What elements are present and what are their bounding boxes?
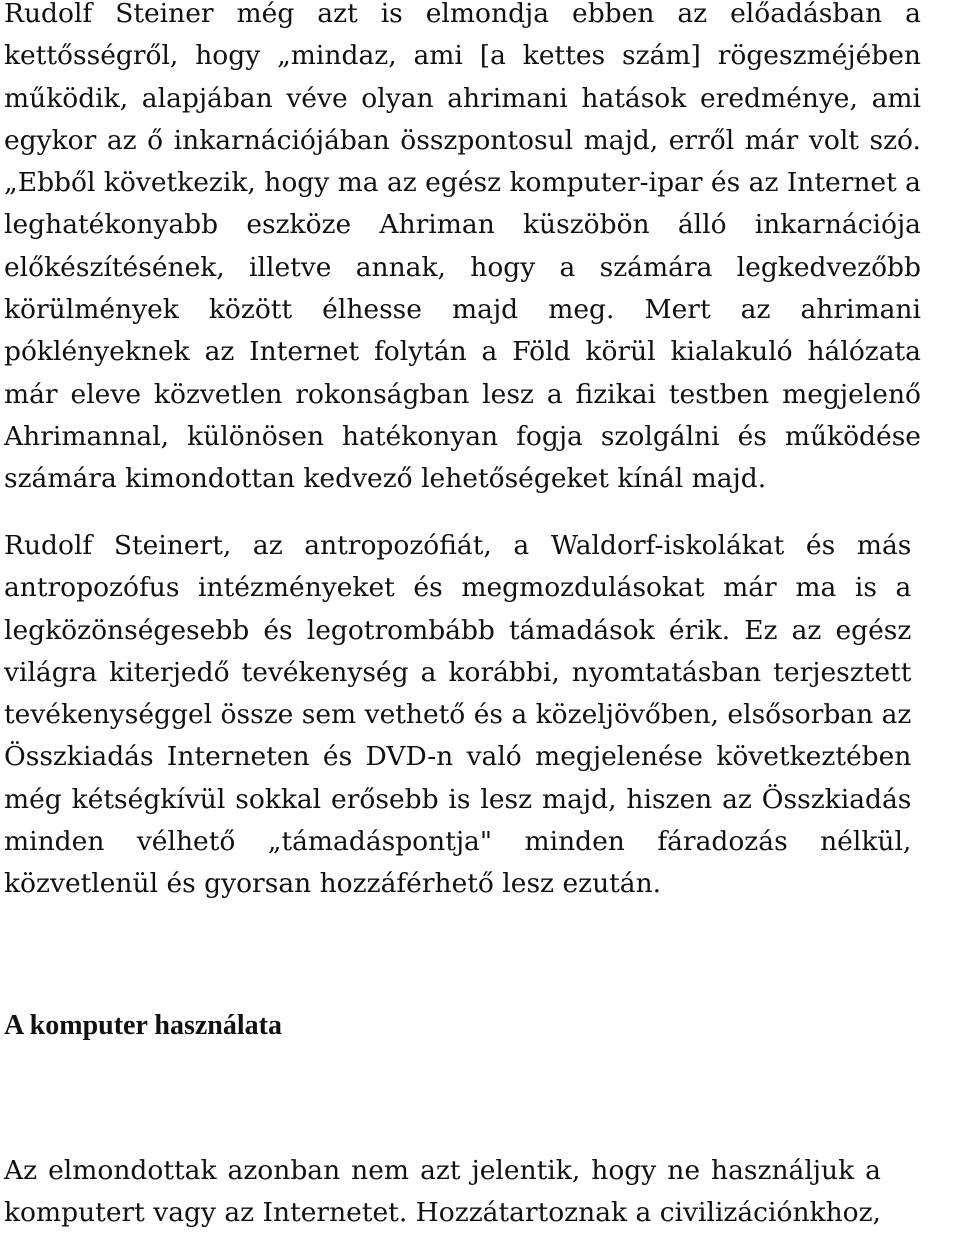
paragraph-steiner-duality [4,0,921,501]
text-line: Rudolf Steinert, az antropozófiát, a Waldorf-iskolákat és más [4,530,912,561]
text-line: működik, alapjában véve olyan ahrimani hatások eredménye, ami [4,82,921,114]
text-line: közvetlenül és gyorsan hozzáférhető lesz ezután. [4,868,662,900]
section-heading: A komputer használata [4,1010,282,1041]
text-line: Ahrimannal, különösen hatékonyan fogja szolgálni és működése [4,420,921,452]
text-line: kettősségről, hogy „mindaz, ami [a kettes szám] rögeszméjében [4,40,921,72]
text-line: póklényeknek az Internet folytán a Föld körül kialakuló hálózata [4,336,921,368]
text-line: még kétségkívül sokkal erősebb is lesz majd, hiszen az Összkiadás [4,783,912,815]
text-line: tevékenységgel össze sem vethető és a közeljövőben, elsősorban az [4,699,912,731]
text-line: Rudolf Steiner még azt is elmondja ebben az előadásban a [4,0,921,29]
text-line: leghatékonyabb eszköze Ahriman küszöbön álló inkarnációja [4,209,921,241]
text-line: antropozófus intézményeket és megmozdulásokat már ma is a [4,572,912,604]
text-line: világra kiterjedő tevékenység a korábbi, nyomtatásban terjesztett [4,656,912,688]
text-line: körülmények között élhesse majd meg. Mert az ahrimani [4,294,921,326]
text-line: már eleve közvetlen rokonságban lesz a fizikai testben megjelenő [4,378,921,410]
text-line: számára kimondottan kedvező lehetőségeket kínál majd. [4,463,767,495]
paragraph-computer-use [4,1150,881,1235]
text-line: előkészítésének, illetve annak, hogy a számára legkedvezőbb [4,251,921,283]
text-line: egykor az ő inkarnációjában összpontosul majd, erről már volt szó. [4,124,921,156]
paragraph-attacks [4,525,911,906]
text-line: Az elmondottak azonban nem azt jelentik, hogy ne használjuk a [4,1155,881,1186]
text-line: minden vélhető „támadáspontja" minden fáradozás nélkül, [4,826,912,858]
text-line: „Ebből következik, hogy ma az egész komputer-ipar és az Internet a [4,167,921,199]
text-line: Összkiadás Interneten és DVD-n való megjelenése következtében [4,741,912,773]
text-line: legközönségesebb és legotrombább támadások érik. Ez az egész [4,614,912,646]
text-line: komputert vagy az Internetet. Hozzátartoznak a civilizációnkhoz, [4,1197,881,1229]
